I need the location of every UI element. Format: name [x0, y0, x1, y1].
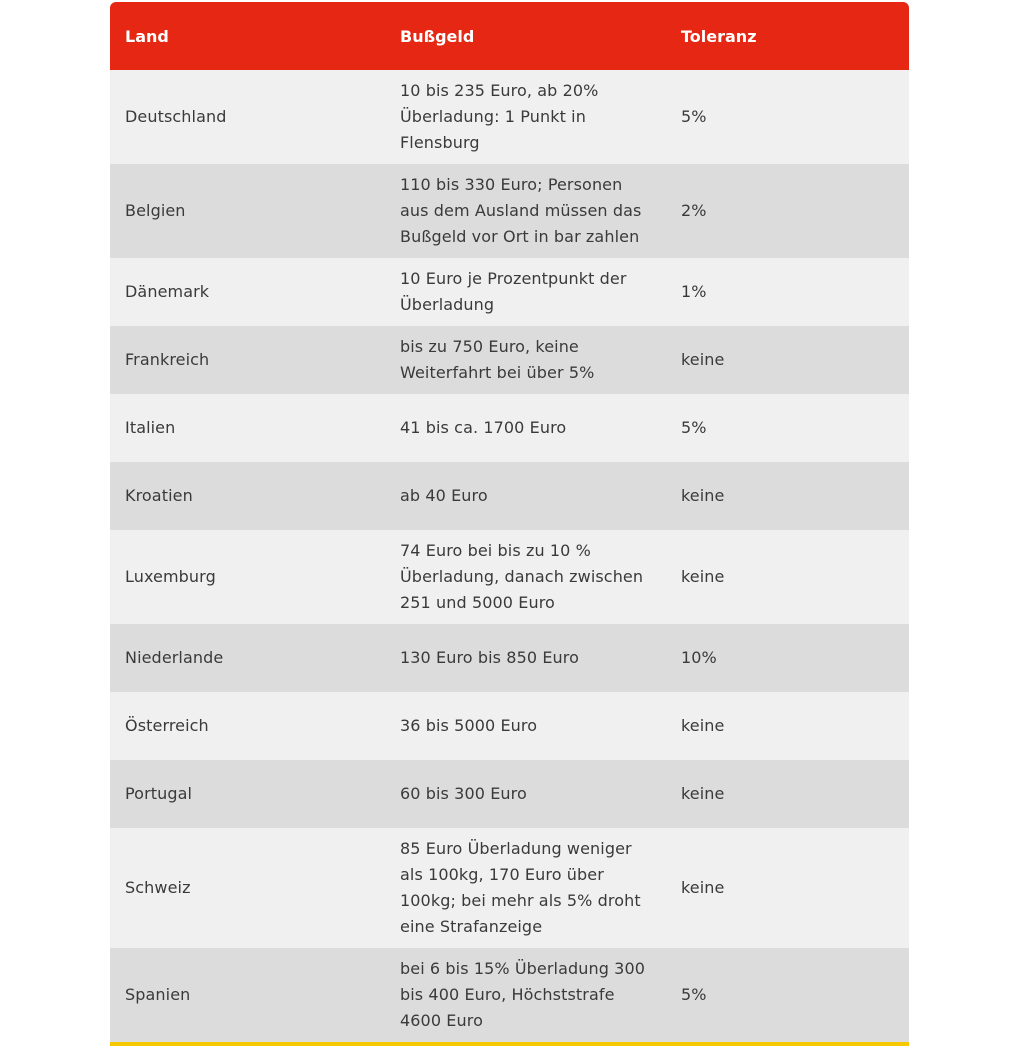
table-row [110, 624, 909, 692]
table-row [110, 258, 909, 326]
table-bottom-accent-bar [110, 1042, 909, 1046]
cell-toleranz: 10% [666, 624, 909, 692]
table-row [110, 948, 909, 1042]
table-row [110, 164, 909, 258]
cell-toleranz: 2% [666, 164, 909, 258]
cell-bussgeld: 10 Euro je Prozentpunkt der Überladung [385, 258, 666, 326]
cell-toleranz: keine [666, 692, 909, 760]
cell-land: Österreich [110, 692, 385, 760]
cell-toleranz: 5% [666, 394, 909, 462]
table-row [110, 692, 909, 760]
cell-toleranz: keine [666, 462, 909, 530]
cell-toleranz: 1% [666, 258, 909, 326]
cell-bussgeld: 10 bis 235 Euro, ab 20% Überladung: 1 Punkt in Flensburg [385, 70, 666, 164]
table-row [110, 760, 909, 828]
cell-toleranz: keine [666, 530, 909, 624]
table-row [110, 828, 909, 948]
table-row [110, 462, 909, 530]
cell-toleranz: 5% [666, 70, 909, 164]
cell-bussgeld: 41 bis ca. 1700 Euro [385, 394, 666, 462]
cell-land: Italien [110, 394, 385, 462]
cell-bussgeld: bis zu 750 Euro, keine Weiterfahrt bei über 5% [385, 326, 666, 394]
cell-bussgeld: bei 6 bis 15% Überladung 300 bis 400 Euro, Höchststrafe 4600 Euro [385, 948, 666, 1042]
cell-land: Deutschland [110, 70, 385, 164]
cell-land: Belgien [110, 164, 385, 258]
cell-toleranz: keine [666, 760, 909, 828]
column-header-toleranz: Toleranz [666, 2, 909, 70]
cell-land: Spanien [110, 948, 385, 1042]
cell-land: Niederlande [110, 624, 385, 692]
table-row [110, 394, 909, 462]
fines-table-container [110, 2, 909, 1046]
header-row [110, 2, 909, 70]
cell-toleranz: keine [666, 828, 909, 948]
cell-bussgeld: 130 Euro bis 850 Euro [385, 624, 666, 692]
cell-bussgeld: 74 Euro bei bis zu 10 % Überladung, danach zwischen 251 und 5000 Euro [385, 530, 666, 624]
overload-fines-table [110, 2, 909, 1042]
table-row [110, 530, 909, 624]
table-body [110, 70, 909, 1042]
cell-bussgeld: 36 bis 5000 Euro [385, 692, 666, 760]
cell-bussgeld: ab 40 Euro [385, 462, 666, 530]
cell-land: Schweiz [110, 828, 385, 948]
cell-land: Kroatien [110, 462, 385, 530]
cell-bussgeld: 110 bis 330 Euro; Personen aus dem Ausland müssen das Bußgeld vor Ort in bar zahlen [385, 164, 666, 258]
cell-bussgeld: 85 Euro Überladung weniger als 100kg, 170 Euro über 100kg; bei mehr als 5% droht eine Strafanzeige [385, 828, 666, 948]
cell-toleranz: keine [666, 326, 909, 394]
column-header-bussgeld: Bußgeld [385, 2, 666, 70]
cell-land: Dänemark [110, 258, 385, 326]
cell-bussgeld: 60 bis 300 Euro [385, 760, 666, 828]
cell-land: Frankreich [110, 326, 385, 394]
table-row [110, 70, 909, 164]
cell-land: Luxemburg [110, 530, 385, 624]
table-row [110, 326, 909, 394]
column-header-land: Land [110, 2, 385, 70]
cell-toleranz: 5% [666, 948, 909, 1042]
table-header [110, 2, 909, 70]
cell-land: Portugal [110, 760, 385, 828]
